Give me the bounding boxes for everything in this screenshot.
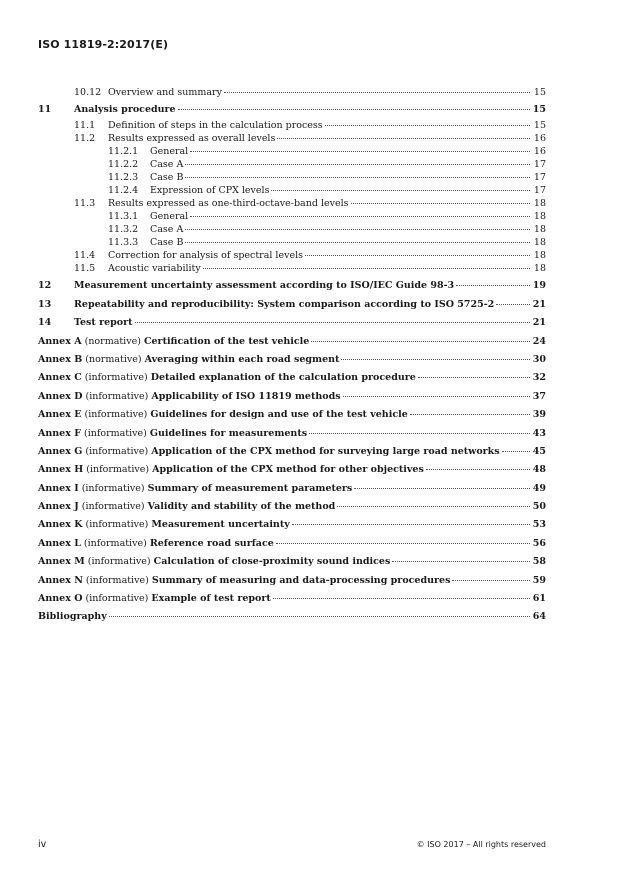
toc-annex-g[interactable] xyxy=(38,443,546,461)
dot-leader xyxy=(276,543,530,544)
annex-letter: Annex C xyxy=(38,372,82,384)
annex-title: Validity and stability of the method xyxy=(147,501,336,513)
toc-annex-a[interactable] xyxy=(38,333,546,351)
dot-leader xyxy=(224,92,530,93)
annex-type: (informative) xyxy=(86,464,150,476)
toc-entry-number: 10.12 xyxy=(74,87,102,98)
dot-leader xyxy=(341,359,530,360)
toc-entry-number: 11.2.4 xyxy=(108,185,139,197)
toc-entry-11-3[interactable] xyxy=(38,197,546,210)
annex-type: (informative) xyxy=(84,409,148,421)
annex-letter: Annex I xyxy=(38,482,79,494)
toc-entry-11-3-2[interactable] xyxy=(38,223,546,236)
toc-entry-page: 24 xyxy=(532,335,546,347)
toc-entry-number: 13 xyxy=(38,298,52,310)
dot-leader xyxy=(203,268,530,269)
annex-letter: Annex E xyxy=(38,409,82,421)
toc-entry-title: Case B xyxy=(150,237,184,249)
dot-leader xyxy=(496,304,530,305)
toc-entry-title: Expression of CPX levels xyxy=(150,185,270,197)
toc-annex-label xyxy=(38,406,408,424)
annex-type: (informative) xyxy=(85,445,149,457)
toc-entry-page: 49 xyxy=(532,482,546,494)
toc-annex-f[interactable] xyxy=(38,425,546,443)
toc-entry-number: 11.3 xyxy=(74,198,96,210)
toc-entry-number: 11 xyxy=(38,104,52,115)
toc-entry-page: 15 xyxy=(533,120,546,132)
dot-leader xyxy=(418,377,530,378)
toc-entry-page: 17 xyxy=(533,185,546,197)
toc-entry-11-3-3[interactable] xyxy=(38,236,546,249)
toc-entry-12[interactable] xyxy=(38,277,546,295)
annex-title: Reference road surface xyxy=(149,537,274,549)
toc-entry-title: Case A xyxy=(150,224,184,236)
dot-leader xyxy=(273,598,530,599)
dot-leader xyxy=(426,469,530,470)
toc-entry-page: 48 xyxy=(532,464,546,476)
annex-type: (informative) xyxy=(85,593,149,605)
annex-type: (normative) xyxy=(84,335,141,347)
dot-leader xyxy=(311,341,530,342)
toc-entry-title: General xyxy=(150,146,189,158)
annex-letter: Annex M xyxy=(38,556,85,568)
toc-entry-page: 59 xyxy=(532,574,546,586)
annex-type: (informative) xyxy=(81,501,145,513)
toc-entry-page: 21 xyxy=(532,298,546,310)
toc-annex-label xyxy=(38,480,352,498)
annex-type: (informative) xyxy=(85,390,149,402)
toc-entry-page: 32 xyxy=(532,372,546,384)
toc-entry-page: 18 xyxy=(533,250,546,262)
annex-title: Measurement uncertainty xyxy=(151,519,290,531)
annex-letter: Annex N xyxy=(38,574,83,586)
annex-title: Detailed explanation of the calculation procedure xyxy=(150,372,416,384)
toc-entry-title: Definition of steps in the calculation process xyxy=(108,120,323,132)
toc-entry-title: Case B xyxy=(150,172,184,184)
toc-annex-label xyxy=(38,388,341,406)
toc-annex-label xyxy=(38,333,309,351)
toc-entry-title: Results expressed as overall levels xyxy=(108,133,276,145)
toc-entry-number: 11.2.3 xyxy=(108,172,139,184)
toc-annex-e[interactable] xyxy=(38,406,546,424)
annex-title: Averaging within each road segment xyxy=(144,353,340,365)
annex-letter: Annex J xyxy=(38,501,79,513)
toc-annex-n[interactable] xyxy=(38,572,546,590)
annex-letter: Annex F xyxy=(38,427,81,439)
toc-annex-label xyxy=(38,553,390,571)
toc-entry-number: 11.4 xyxy=(74,250,96,262)
dot-leader xyxy=(456,285,530,286)
toc-entry-page: 16 xyxy=(533,146,546,158)
annex-title: Guidelines for measurements xyxy=(149,427,308,439)
toc-entry-page: 39 xyxy=(532,409,546,421)
page-number: iv xyxy=(38,839,47,850)
toc-annex-label xyxy=(38,572,450,590)
toc-annex-d[interactable] xyxy=(38,388,546,406)
dot-leader xyxy=(185,164,530,165)
annex-type: (informative) xyxy=(85,574,149,586)
dot-leader xyxy=(410,414,530,415)
annex-letter: Annex A xyxy=(38,335,82,347)
annex-letter: Annex K xyxy=(38,519,83,531)
toc-entry-page: 50 xyxy=(532,501,546,513)
annex-title: Summary of measurement parameters xyxy=(147,482,353,494)
toc-annex-c[interactable] xyxy=(38,369,546,387)
toc-entry-page: 18 xyxy=(533,224,546,236)
dot-leader xyxy=(502,451,530,452)
toc-entry-page: 45 xyxy=(532,445,546,457)
toc-entry-number: 11.3.1 xyxy=(108,211,139,223)
toc-entry-11-3-1[interactable] xyxy=(38,210,546,223)
annex-letter: Annex H xyxy=(38,464,84,476)
copyright-notice: © ISO 2017 – All rights reserved xyxy=(416,840,546,849)
toc-annex-b[interactable] xyxy=(38,351,546,369)
toc-entry-page: 56 xyxy=(532,537,546,549)
toc-entry-number: 11.2.1 xyxy=(108,146,139,158)
annex-type: (informative) xyxy=(81,482,145,494)
dot-leader xyxy=(109,616,530,617)
toc-entry-11-2-2[interactable] xyxy=(38,158,546,171)
toc-entry-number: 11.2 xyxy=(74,133,96,145)
toc-entry-11-2[interactable] xyxy=(38,132,546,145)
dot-leader xyxy=(292,524,530,525)
toc-entry-11[interactable] xyxy=(38,101,546,119)
toc-entry-page: 43 xyxy=(532,427,546,439)
dot-leader xyxy=(185,177,530,178)
toc-entry-page: 37 xyxy=(532,390,546,402)
toc-entry-title: Measurement uncertainty assessment according to ISO/IEC Guide 98-3 xyxy=(74,280,455,292)
toc-entry-title: Overview and summary xyxy=(108,87,222,98)
toc-annex-label xyxy=(38,461,424,479)
toc-entry-number: 12 xyxy=(38,280,52,292)
annex-type: (normative) xyxy=(85,353,142,365)
dot-leader xyxy=(135,322,531,323)
toc-annex-o[interactable] xyxy=(38,590,546,608)
toc-entry-page: 64 xyxy=(532,611,546,623)
dot-leader xyxy=(190,151,530,152)
toc-bibliography[interactable] xyxy=(38,608,546,626)
toc-entry-page: 15 xyxy=(533,87,546,98)
annex-letter: Annex G xyxy=(38,445,83,457)
toc-annex-i[interactable] xyxy=(38,480,546,498)
toc-entry-page: 18 xyxy=(533,211,546,223)
annex-title: Calculation of close-proximity sound indices xyxy=(153,556,391,568)
toc-entry-title: Analysis procedure xyxy=(74,104,176,115)
dot-leader xyxy=(305,255,530,256)
toc-annex-label xyxy=(38,516,290,534)
toc-entry-14[interactable] xyxy=(38,314,546,332)
toc-entry-number: 11.5 xyxy=(74,263,96,275)
annex-letter: Annex B xyxy=(38,353,83,365)
toc-annex-l[interactable] xyxy=(38,535,546,553)
dot-leader xyxy=(392,561,530,562)
toc-entry-page: 18 xyxy=(533,198,546,210)
toc-entry-page: 21 xyxy=(532,317,546,329)
toc-entry-title: Test report xyxy=(74,317,133,329)
dot-leader xyxy=(277,138,530,139)
dot-leader xyxy=(190,216,530,217)
annex-title: Example of test report xyxy=(151,593,271,605)
toc-annex-label xyxy=(38,535,274,553)
dot-leader xyxy=(309,433,530,434)
toc-entry-page: 19 xyxy=(532,280,546,292)
toc-entry-11-1[interactable] xyxy=(38,119,546,132)
dot-leader xyxy=(452,580,530,581)
toc-entry-title: Repeatability and reproducibility: System comparison according to ISO 5725-2 xyxy=(74,298,495,310)
toc-entry-title: Results expressed as one-third-octave-band levels xyxy=(108,198,349,210)
toc-entry-title: General xyxy=(150,211,189,223)
annex-type: (informative) xyxy=(83,537,147,549)
dot-leader xyxy=(351,203,530,204)
toc-entry-number: 11.2.2 xyxy=(108,159,139,171)
annex-title: Summary of measuring and data-processing procedures xyxy=(151,574,451,586)
table-of-contents xyxy=(38,86,546,627)
toc-entry-number: 14 xyxy=(38,317,52,329)
toc-entry-page: 30 xyxy=(532,353,546,365)
annex-type: (informative) xyxy=(84,372,148,384)
annex-title: Certification of the test vehicle xyxy=(143,335,310,347)
annex-title: Application of the CPX method for surveying large road networks xyxy=(151,445,500,457)
toc-annex-m[interactable] xyxy=(38,553,546,571)
toc-annex-label xyxy=(38,351,339,369)
annex-letter: Annex O xyxy=(38,593,83,605)
annex-title: Application of the CPX method for other objectives xyxy=(152,464,424,476)
toc-entry-page: 58 xyxy=(532,556,546,568)
toc-entry-11-2-4[interactable] xyxy=(38,184,546,197)
dot-leader xyxy=(271,190,530,191)
toc-entry-number: 11.3.3 xyxy=(108,237,139,249)
dot-leader xyxy=(185,242,530,243)
toc-entry-number: 11.3.2 xyxy=(108,224,139,236)
toc-entry-title: Correction for analysis of spectral levels xyxy=(108,250,303,262)
dot-leader xyxy=(343,396,530,397)
dot-leader xyxy=(178,109,530,110)
toc-annex-label xyxy=(38,425,307,443)
toc-entry-page: 17 xyxy=(533,159,546,171)
toc-entry-page: 53 xyxy=(532,519,546,531)
toc-entry-13[interactable] xyxy=(38,296,546,314)
toc-annex-j[interactable] xyxy=(38,498,546,516)
toc-annex-label xyxy=(38,498,335,516)
annex-type: (informative) xyxy=(87,556,151,568)
annex-title: Applicability of ISO 11819 methods xyxy=(151,390,341,402)
annex-type: (informative) xyxy=(83,427,147,439)
toc-entry-11-4[interactable] xyxy=(38,249,546,262)
toc-entry-title: Bibliography xyxy=(38,611,107,623)
annex-letter: Annex L xyxy=(38,537,81,549)
toc-annex-label xyxy=(38,443,500,461)
toc-entry-title: Case A xyxy=(150,159,184,171)
annex-title: Guidelines for design and use of the test vehicle xyxy=(150,409,408,421)
dot-leader xyxy=(337,506,530,507)
dot-leader xyxy=(325,125,530,126)
toc-entry-page: 18 xyxy=(533,237,546,249)
toc-entry-page: 17 xyxy=(533,172,546,184)
toc-entry-10-12[interactable] xyxy=(38,86,546,99)
toc-entry-number: 11.1 xyxy=(74,120,96,132)
toc-entry-11-5[interactable] xyxy=(38,262,546,275)
toc-annex-h[interactable] xyxy=(38,461,546,479)
toc-entry-page: 18 xyxy=(533,263,546,275)
toc-entry-11-2-3[interactable] xyxy=(38,171,546,184)
toc-entry-page: 61 xyxy=(532,593,546,605)
document-id: ISO 11819-2:2017(E) xyxy=(38,38,169,51)
toc-annex-label xyxy=(38,369,416,387)
toc-annex-label xyxy=(38,590,271,608)
toc-entry-page: 15 xyxy=(532,104,546,115)
annex-letter: Annex D xyxy=(38,390,83,402)
toc-entry-page: 16 xyxy=(533,133,546,145)
dot-leader xyxy=(185,229,530,230)
toc-annex-k[interactable] xyxy=(38,516,546,534)
toc-entry-11-2-1[interactable] xyxy=(38,145,546,158)
toc-entry-title: Acoustic variability xyxy=(108,263,201,275)
dot-leader xyxy=(354,488,530,489)
annex-type: (informative) xyxy=(85,519,149,531)
